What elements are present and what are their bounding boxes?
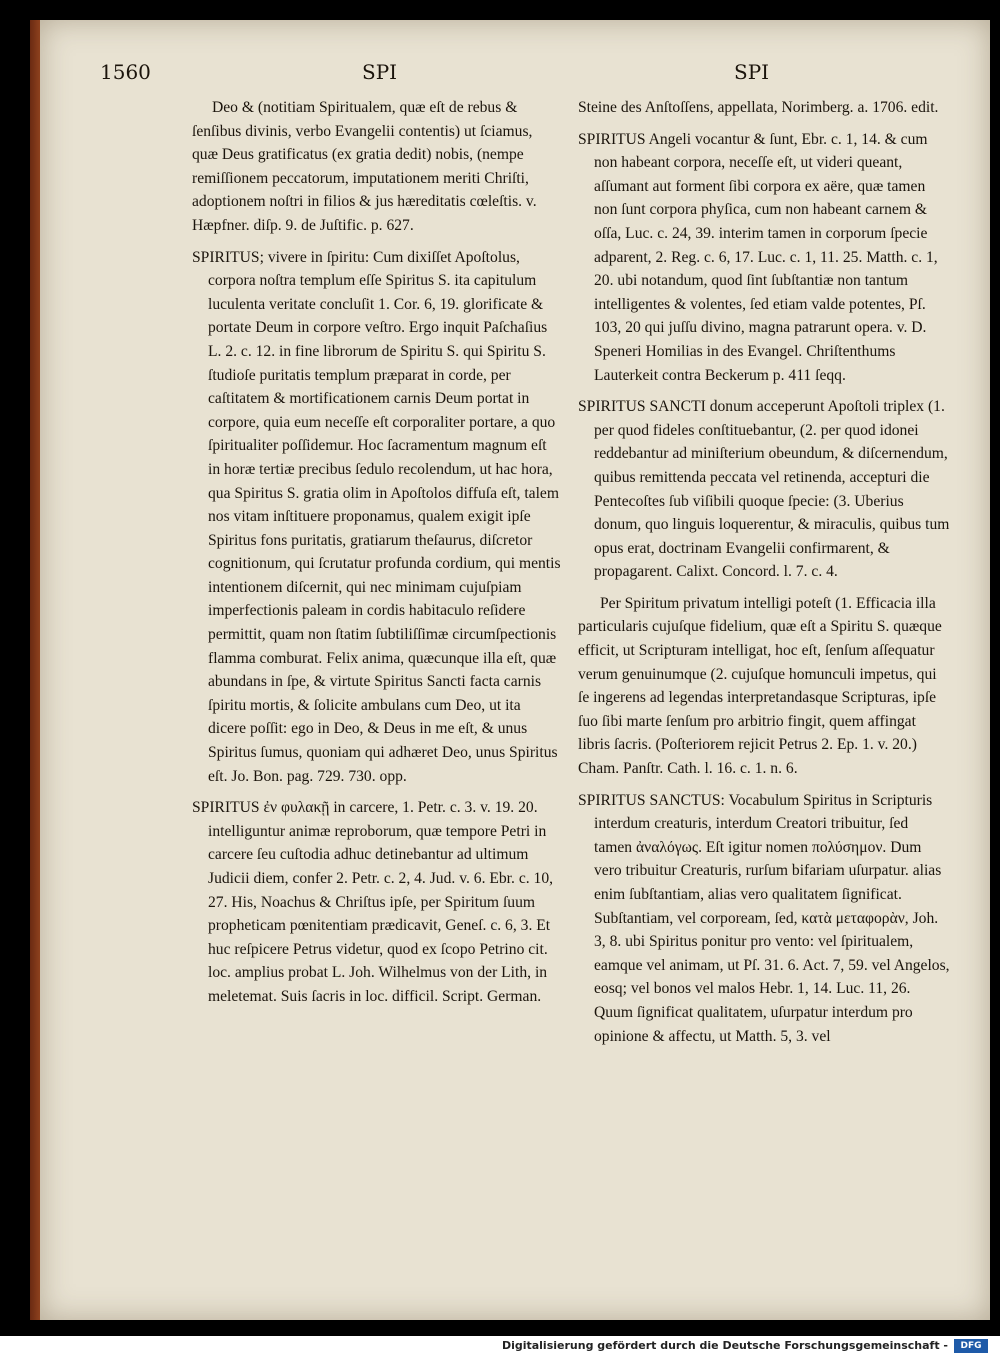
entry-spiritus-in-carcere: SPIRITUS ἐν φυλακῇ in carcere, 1. Petr. c. 3. v. 19. 20. intelliguntur animæ reproborum, quæ tempore Petri in carcere ſeu cuſtodia adhuc detinebantur ad ultimum Judicii diem, confer 2. Petr. c. 2, 4. Jud. v. 6. Ebr. c. 10, 27. His, Noachus & Chriſtus ipſe, per Spiritum ſuum propheticam pœnitentiam prædicavit, Geneſ. c. 6, 3. Et huc reſpicere Petrus videtur, quod ex ſcopo Petrino cit. loc. amplius probat L. Joh. Wilhelmus von der Lith, in meletemat. Suis ſacris in loc. difficil. Script. German. <box>192 799 554 1005</box>
page-number: 1560 <box>100 60 151 84</box>
entry-spiritus-sancti: SPIRITUS SANCTI donum acceperunt Apoſtoli triplex (1. per quod fideles conſtituebantur, (2. per quod idonei reddebantur ad miniſterium obeundum, & diſcernendum, quibus remittenda peccata vel retinenda, accepturi die Pentecoſtes ſub viſibili quoque ſpecie: (3. Uberius donum, quo linguis loquerentur, & miraculis, quibus tum opus erat, doctrinam Evangelii confirmarent, & propagarent. Calixt. Concord. l. 7. c. 4. <box>578 398 950 581</box>
entry-spiritus-vivere: SPIRITUS; vivere in ſpiritu: Cum dixiſſet Apoſtolus, corpora noſtra templum eſſe Spiritus S. ita capitulum luculenta veritate concluſit 1. Cor. 6, 19. glorificate & portate Deum in corpore veſtro. Ergo inquit Paſchaſius L. 2. c. 12. in fine librorum de Spiritu S. qui Spiritu S. ſtudioſe puritatis templum præparat in corde, per caſtitatem & mortificationem carnis Deum portat in corpore, quia eum neceſſe eſt corporaliter portare, a quo ſpiritualiter poſſidemur. Hoc ſacramentum magnum eſt in horæ tertiæ precibus ſedulo recolendum, ut hac hora, qua Spiritus S. gratia olim in Apoſtolos diffuſa eſt, talem nos vitam inſtituere proponamus, qualem exigit ipſe Spiritus fons puritatis, gratiarum theſaurus, diſcretor cognitionum, qui ſcrutatur profunda cordium, qui mentis intentionem diſcernit, qui nec minimam cujuſpiam imperfectionis paleam in cordis habitaculo reſidere permittit, quam non ſtatim ſubtiliſſimæ circumſpectionis flamma comburat. Felix anima, quæcunque illa eſt, quæ abundans in ſpe, & virtute Spiritus Sancti facta carnis ſpiritu mortis, & ſolicite ambulans cum Deo, ut ita dicere poſſit: ego in Deo, & Deus in me eſt, & unus Spiritus ſumus, quoniam qui adhæret Deo, unus Spiritus eſt. Jo. Bon. pag. 729. 730. opp. <box>192 248 561 785</box>
footer-bar <box>0 1336 1000 1358</box>
left-column <box>192 96 562 1017</box>
right-running-head: SPI <box>734 60 770 84</box>
entry-spiritus-sanctus: SPIRITUS SANCTUS: Vocabulum Spiritus in Scripturis interdum creaturis, interdum Creatori tribuitur, ſed tamen ἀναλόγως. Eſt igitur nomen πολύσημον. Dum vero tribuitur Creaturis, rurſum bifariam uſurpatur. alias enim ſubſtantiam, alias vero qualitatem ſignificat. Subſtantiam, vel corpoream, ſed, κατὰ μεταφορὰν, Joh. 3, 8. ubi Spiritus ponitur pro vento: vel ſpiritualem, eamque vel animam, ut Pſ. 31. 6. Act. 7, 59. vel Angelos, eosq; vel bonos vel malos Hebr. 1, 14. Luc. 11, 26. Quum ſignificat qualitatem, uſurpatur interdum pro opinione & affectu, ut Matth. 5, 3. vel <box>578 791 950 1045</box>
paragraph: Steine des Anſtoſſens, appellata, Norimberg. a. 1706. edit. <box>578 99 939 116</box>
paragraph: Deo & (notitiam Spiritualem, quæ eſt de rebus & ſenſibus divinis, verbo Evangelii contentis) ut ſciamus, quæ Deus gratificatus (ex gratia dedit) nobis, (nempe remiſſionem peccatorum, imputationem meriti Chriſti, adoptionem noſtri in filios & jus hæreditatis cœleſtis. v. Hæpfner. diſp. 9. de Juſtific. p. 627. <box>192 99 537 234</box>
right-column <box>578 96 950 1056</box>
dfg-logo: DFG <box>954 1339 988 1353</box>
paragraph-spiritum-privatum: Per Spiritum privatum intelligi poteſt (1. Efficacia illa particularis cujuſque fidelium, quæ eſt a Spiritu S. quæque efficit, ut Scripturam intelligat, hoc eſt, ſenſum aſſequatur verum genuinumque (2. cujuſque homunculi impetus, qui ſe ingerens ad legendas interpretandasque Scripturas, ipſe ſuo ſibi marte ſenſum pro arbitrio fingit, quem affingat libris ſacris. (Poſteriorem rejicit Petrus 2. Ep. 1. v. 20.) Cham. Panſtr. Cath. l. 16. c. 1. n. 6. <box>578 594 942 778</box>
left-running-head: SPI <box>362 60 398 84</box>
entry-spiritus-angeli: SPIRITUS Angeli vocantur & ſunt, Ebr. c. 1, 14. & cum non habeant corpora, neceſſe eſt, ut videri queant, aſſumant aut forment ſibi corpora ex aëre, quæ tamen non ſunt corpora phyſica, cum non habeant carnem & oſſa, Luc. c. 24, 39. interim tamen in corporum ſpecie adparent, 2. Reg. c. 6, 17. Luc. c. 1, 11. 25. Matth. c. 1, 20. ubi notandum, quod ſint ſubſtantiæ non tantum intelligentes & volentes, ſed etiam valde potentes, Pſ. 103, 20 qui juſſu divino, magna patrarunt opera. v. D. Speneri Homilias in des Evangel. Chriſtenthums Lauterkeit contra Beckerum p. 411 ſeqq. <box>578 130 938 384</box>
footer-credit: Digitalisierung gefördert durch die Deutsche Forschungsgemeinschaft - <box>501 1339 948 1352</box>
